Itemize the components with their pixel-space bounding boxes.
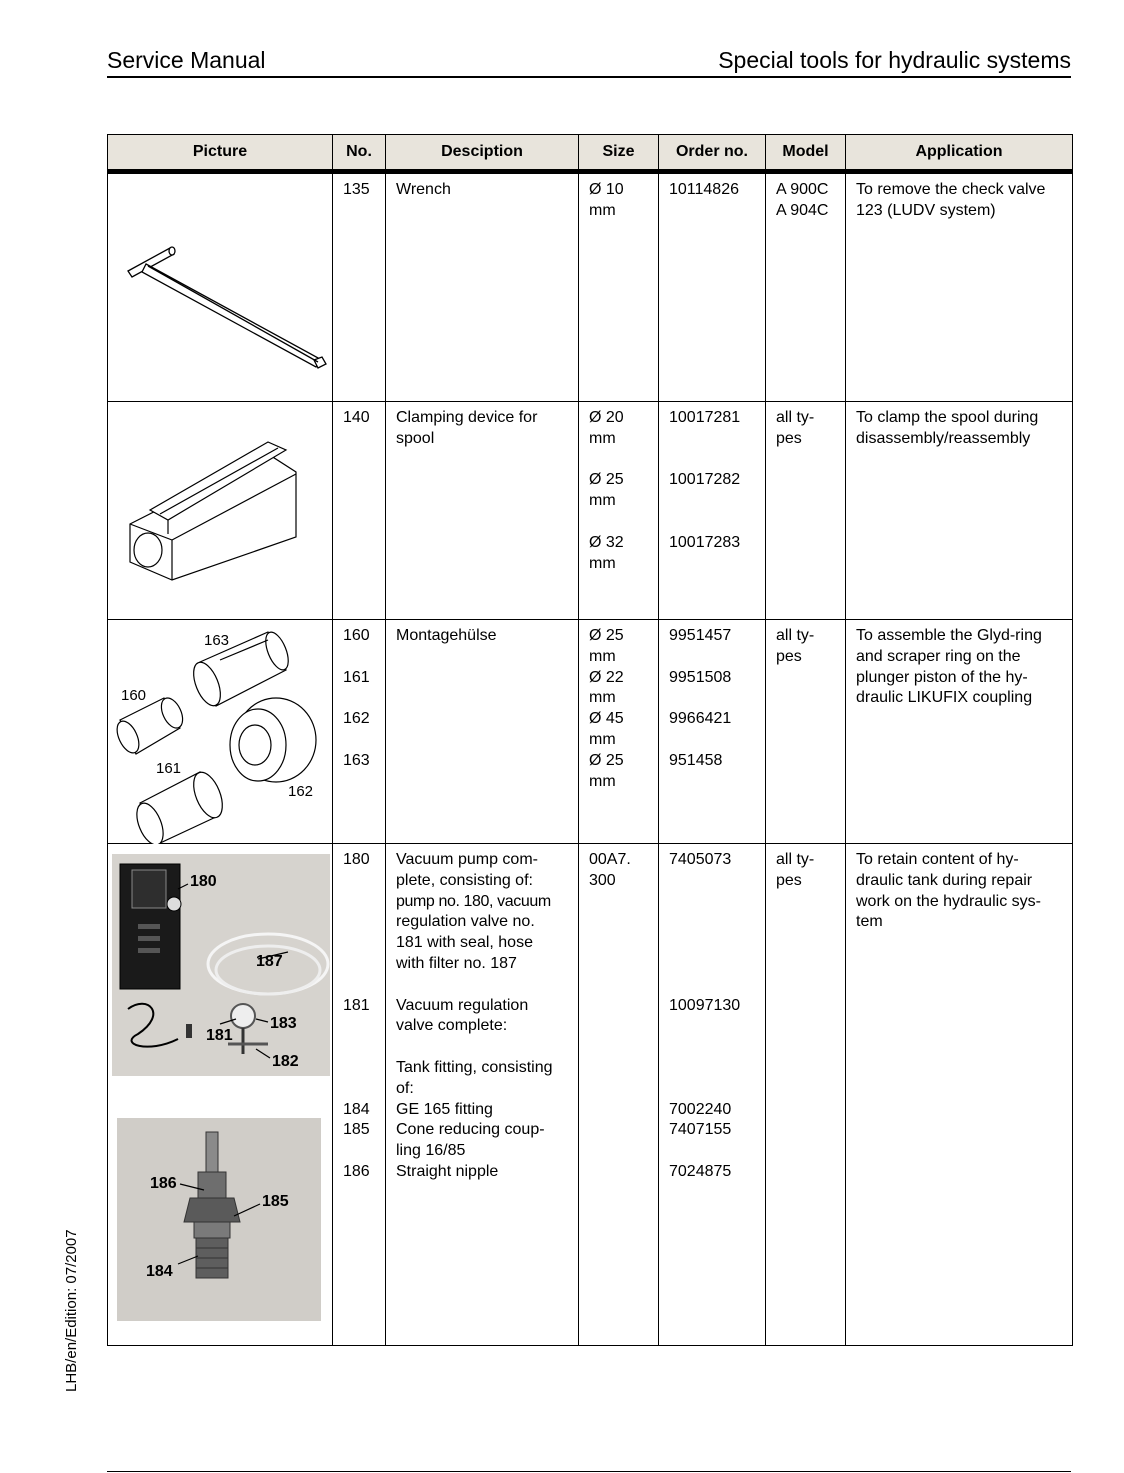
description-cell: Clamping device for spool	[386, 402, 579, 620]
application-cell: To assemble the Glyd-ring and scraper ring on the plunger piston of the hy- draulic LIKUFIX coupling	[846, 620, 1073, 844]
item-number-cell: 135	[333, 172, 386, 402]
order-number-cell: 9951457 9951508 9966421 951458	[659, 620, 766, 844]
callout-161: 161	[156, 760, 182, 777]
column-header-model: Model	[766, 135, 846, 172]
callout-182: 182	[272, 1053, 299, 1070]
footer-rule	[107, 1471, 1071, 1472]
order-number-cell: 7405073 10097130 7002240 7407155 7024875	[659, 844, 766, 1346]
application-cell: To clamp the spool during disassembly/reassembly	[846, 402, 1073, 620]
clamping-device-drawing	[108, 402, 333, 620]
size-cell: Ø 10 mm	[579, 172, 659, 402]
item-number-cell: 160 161 162 163	[333, 620, 386, 844]
table-row	[108, 620, 1073, 844]
column-header-order-no: Order no.	[659, 135, 766, 172]
column-header-application: Application	[846, 135, 1073, 172]
model-cell: all ty- pes	[766, 620, 846, 844]
model-cell: all ty- pes	[766, 844, 846, 1346]
callout-187: 187	[256, 953, 283, 970]
table-header-row	[108, 135, 1073, 172]
table-row	[108, 844, 1073, 1346]
picture-cell	[108, 402, 333, 620]
picture-cell	[108, 172, 333, 402]
model-cell: all ty- pes	[766, 402, 846, 620]
description-cell: Wrench	[386, 172, 579, 402]
callout-180: 180	[190, 873, 217, 890]
column-header-no: No.	[333, 135, 386, 172]
size-cell: Ø 25 mm Ø 22 mm Ø 45 mm Ø 25 mm	[579, 620, 659, 844]
callout-183: 183	[270, 1015, 297, 1032]
order-number-cell: 10114826	[659, 172, 766, 402]
callout-160: 160	[121, 687, 147, 704]
vacuum-pump-photos	[108, 844, 333, 1346]
header-rule	[107, 76, 1071, 78]
callout-181: 181	[206, 1027, 233, 1044]
callout-185: 185	[262, 1193, 289, 1210]
description-cell: Vacuum pump com- plete, consisting of: pump no. 180, vacuum regulation valve no. 181 with seal, hose with filter no. 187 Vacuum regulation valve complete: Tank fitting, consisting of: GE 165 fitting Cone reducing coup- ling 16/85 Straight nipple	[386, 844, 579, 1346]
header-section-title: Special tools for hydraulic systems	[718, 47, 1071, 73]
item-number-cell: 180 181 184 185 186	[333, 844, 386, 1346]
picture-cell	[108, 620, 333, 844]
callout-184: 184	[146, 1263, 173, 1280]
column-header-picture: Picture	[108, 135, 333, 172]
size-cell: Ø 20 mm Ø 25 mm Ø 32 mm	[579, 402, 659, 620]
wrench-drawing	[108, 174, 333, 404]
special-tools-table	[107, 134, 1073, 1346]
table-row	[108, 172, 1073, 402]
callout-163: 163	[204, 632, 230, 649]
item-number-cell: 140	[333, 402, 386, 620]
table-row	[108, 402, 1073, 620]
description-cell: Montagehülse	[386, 620, 579, 844]
order-number-cell: 10017281 10017282 10017283	[659, 402, 766, 620]
callout-162: 162	[288, 783, 314, 800]
application-cell: To retain content of hy- draulic tank during repair work on the hydraulic sys- tem	[846, 844, 1073, 1346]
column-header-description: Desciption	[386, 135, 579, 172]
header-title: Service Manual	[107, 47, 266, 73]
mounting-sleeves-drawing	[108, 620, 333, 844]
size-cell: 00A7. 300	[579, 844, 659, 1346]
application-cell: To remove the check valve 123 (LUDV system)	[846, 172, 1073, 402]
edition-note: LHB/en/Edition: 07/2007	[63, 1229, 80, 1392]
model-cell: A 900C A 904C	[766, 172, 846, 402]
callout-186: 186	[150, 1175, 177, 1192]
picture-cell	[108, 844, 333, 1346]
column-header-size: Size	[579, 135, 659, 172]
